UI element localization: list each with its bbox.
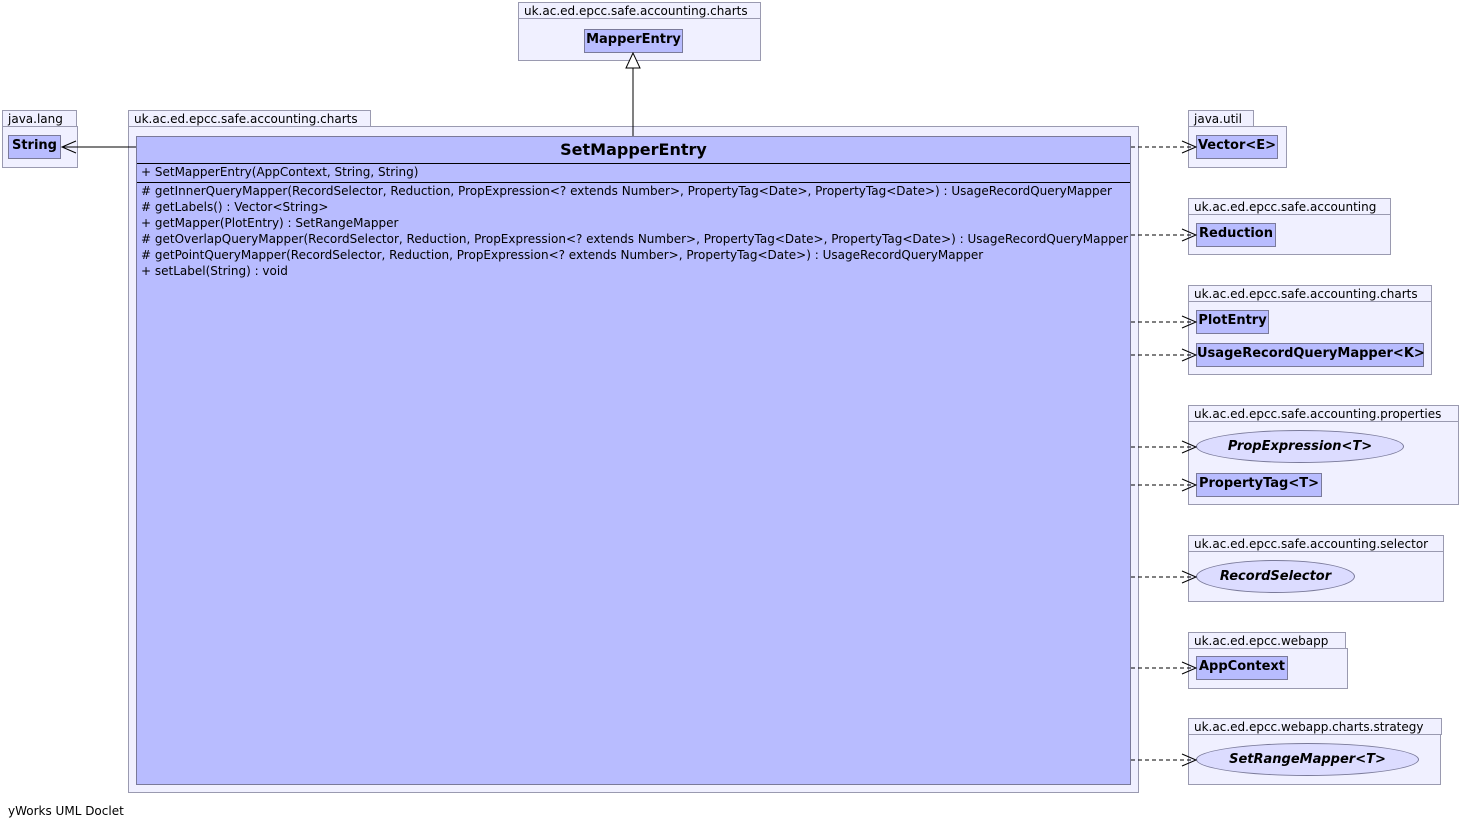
method-get-labels: # getLabels() : Vector<String>	[141, 200, 329, 214]
class-mapper-entry[interactable]: MapperEntry	[584, 29, 683, 53]
class-string[interactable]: String	[8, 135, 61, 159]
package-charts-right-tab: uk.ac.ed.epcc.safe.accounting.charts	[1188, 285, 1432, 302]
footer-credit: yWorks UML Doclet	[8, 804, 124, 818]
package-java-lang-tab: java.lang	[2, 110, 77, 127]
package-selector-tab: uk.ac.ed.epcc.safe.accounting.selector	[1188, 535, 1444, 552]
package-java-util-tab: java.util	[1188, 110, 1254, 127]
class-plot-entry[interactable]: PlotEntry	[1196, 310, 1269, 334]
method-get-inner-query-mapper: # getInnerQueryMapper(RecordSelector, Reduction, PropExpression<? extends Number>, PropertyTag<Date>, PropertyTag<Date>) : UsageRecordQueryMapper	[141, 184, 1112, 198]
package-accounting-tab: uk.ac.ed.epcc.safe.accounting	[1188, 198, 1391, 215]
package-webapp-tab: uk.ac.ed.epcc.webapp	[1188, 632, 1346, 649]
class-vector[interactable]: Vector<E>	[1196, 135, 1278, 159]
interface-set-range-mapper[interactable]: SetRangeMapper<T>	[1196, 743, 1419, 776]
interface-record-selector[interactable]: RecordSelector	[1196, 560, 1355, 593]
constructor: + SetMapperEntry(AppContext, String, String)	[141, 165, 419, 179]
interface-prop-expression[interactable]: PropExpression<T>	[1196, 430, 1404, 463]
package-charts-top-tab: uk.ac.ed.epcc.safe.accounting.charts	[518, 2, 761, 19]
method-get-mapper: + getMapper(PlotEntry) : SetRangeMapper	[141, 216, 399, 230]
method-get-point-query-mapper: # getPointQueryMapper(RecordSelector, Reduction, PropExpression<? extends Number>, PropertyTag<Date>) : UsageRecordQueryMapper	[141, 248, 984, 262]
package-charts-main-tab: uk.ac.ed.epcc.safe.accounting.charts	[128, 110, 371, 127]
class-usage-record-query-mapper[interactable]: UsageRecordQueryMapper<K>	[1196, 343, 1424, 367]
method-set-label: + setLabel(String) : void	[141, 264, 288, 278]
class-reduction[interactable]: Reduction	[1196, 223, 1276, 247]
generalization-arrowhead	[626, 53, 640, 68]
class-app-context[interactable]: AppContext	[1196, 656, 1288, 680]
package-properties-tab: uk.ac.ed.epcc.safe.accounting.properties	[1188, 405, 1459, 422]
method-get-overlap-query-mapper: # getOverlapQueryMapper(RecordSelector, Reduction, PropExpression<? extends Number>, PropertyTag<Date>, PropertyTag<Date>) : UsageRecordQueryMapper	[141, 232, 1129, 246]
class-property-tag[interactable]: PropertyTag<T>	[1196, 473, 1322, 497]
class-title: SetMapperEntry	[560, 140, 707, 159]
package-strategy-tab: uk.ac.ed.epcc.webapp.charts.strategy	[1188, 718, 1442, 735]
